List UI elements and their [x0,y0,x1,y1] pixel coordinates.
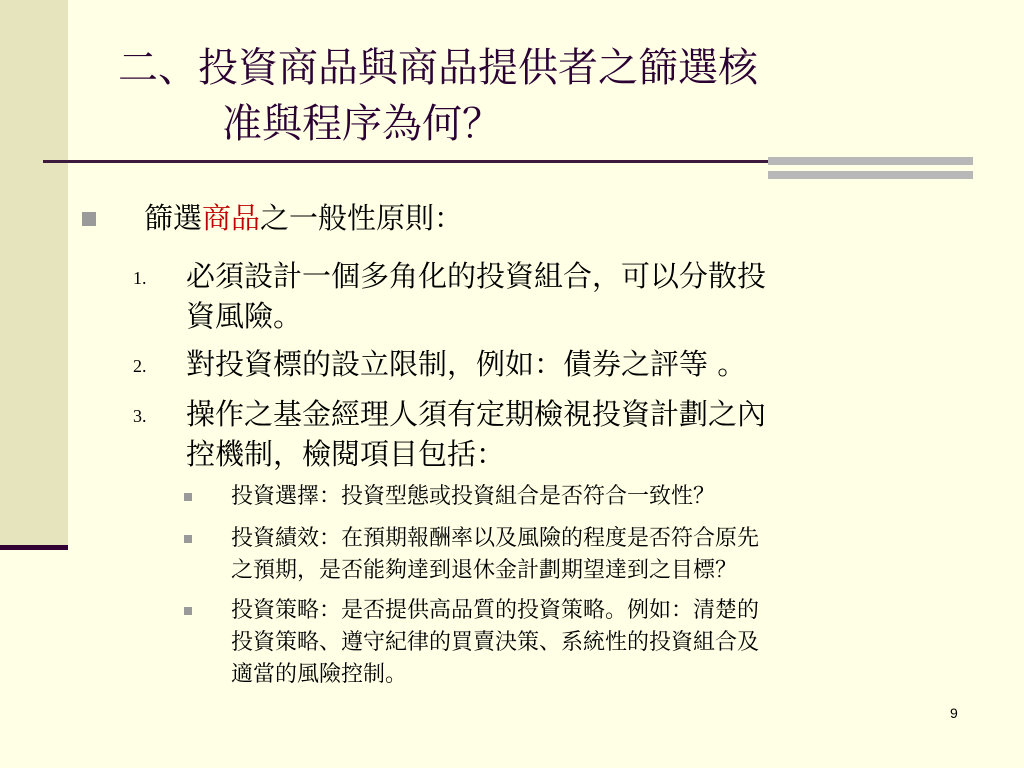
page-number: 9 [950,705,958,721]
heading-principles [144,196,463,240]
numbered-item-1 [186,256,946,336]
item-number-1: 1. [133,268,147,288]
sub-bullet-icon [184,607,192,615]
item-number-3: 3. [133,406,147,426]
numbered-item-2-line-1: 對投資標的設立限制，例如：債券之評等 。 [186,347,747,381]
title-line-2: 准與程序為何？ [222,101,502,147]
sub-bullet-icon [184,493,192,501]
sub-item-2-line-2: 之預期，是否能夠達到退休金計劃期望達到之目標？ [231,558,738,583]
left-accent-band-edge [0,545,68,550]
sub-item-2-line-1: 投資績效：在預期報酬率以及風險的程度是否符合原先 [231,526,760,551]
heading-suffix: 之一般性原則： [260,201,464,235]
numbered-item-1-line-2: 資風險。 [186,299,303,333]
sub-item-1-line-1: 投資選擇：投資型態或投資組合是否符合一致性？ [231,484,716,509]
sub-item-3-line-2: 投資策略、遵守紀律的買賣決策、系統性的投資組合及 [231,630,760,655]
numbered-item-3-line-2: 控機制，檢閱項目包括： [186,437,506,471]
square-bullet-icon [82,212,96,226]
sub-bullet-icon [184,535,192,543]
heading-prefix: 篩選 [144,201,203,235]
item-number-2: 2. [133,356,147,376]
numbered-item-3-line-1: 操作之基金經理人須有定期檢視投資計劃之內 [186,397,767,431]
sub-item-3-line-1: 投資策略：是否提供高品質的投資策略。例如：清楚的 [231,598,760,623]
sub-item-2 [231,523,951,587]
title-divider-accent-gap [768,165,973,171]
left-accent-band [0,0,68,545]
heading-highlight: 商品 [202,201,261,235]
numbered-item-2 [186,344,946,384]
sub-item-3-line-3: 適當的風險控制。 [231,662,408,687]
title-line-1: 二、投資商品與商品提供者之篩選核 [118,45,758,91]
numbered-item-1-line-1: 必須設計一個多角化的投資組合，可以分散投 [186,259,767,293]
slide-title [118,40,978,152]
numbered-item-3 [186,394,946,474]
sub-item-1 [231,481,951,513]
sub-item-3 [231,595,951,691]
